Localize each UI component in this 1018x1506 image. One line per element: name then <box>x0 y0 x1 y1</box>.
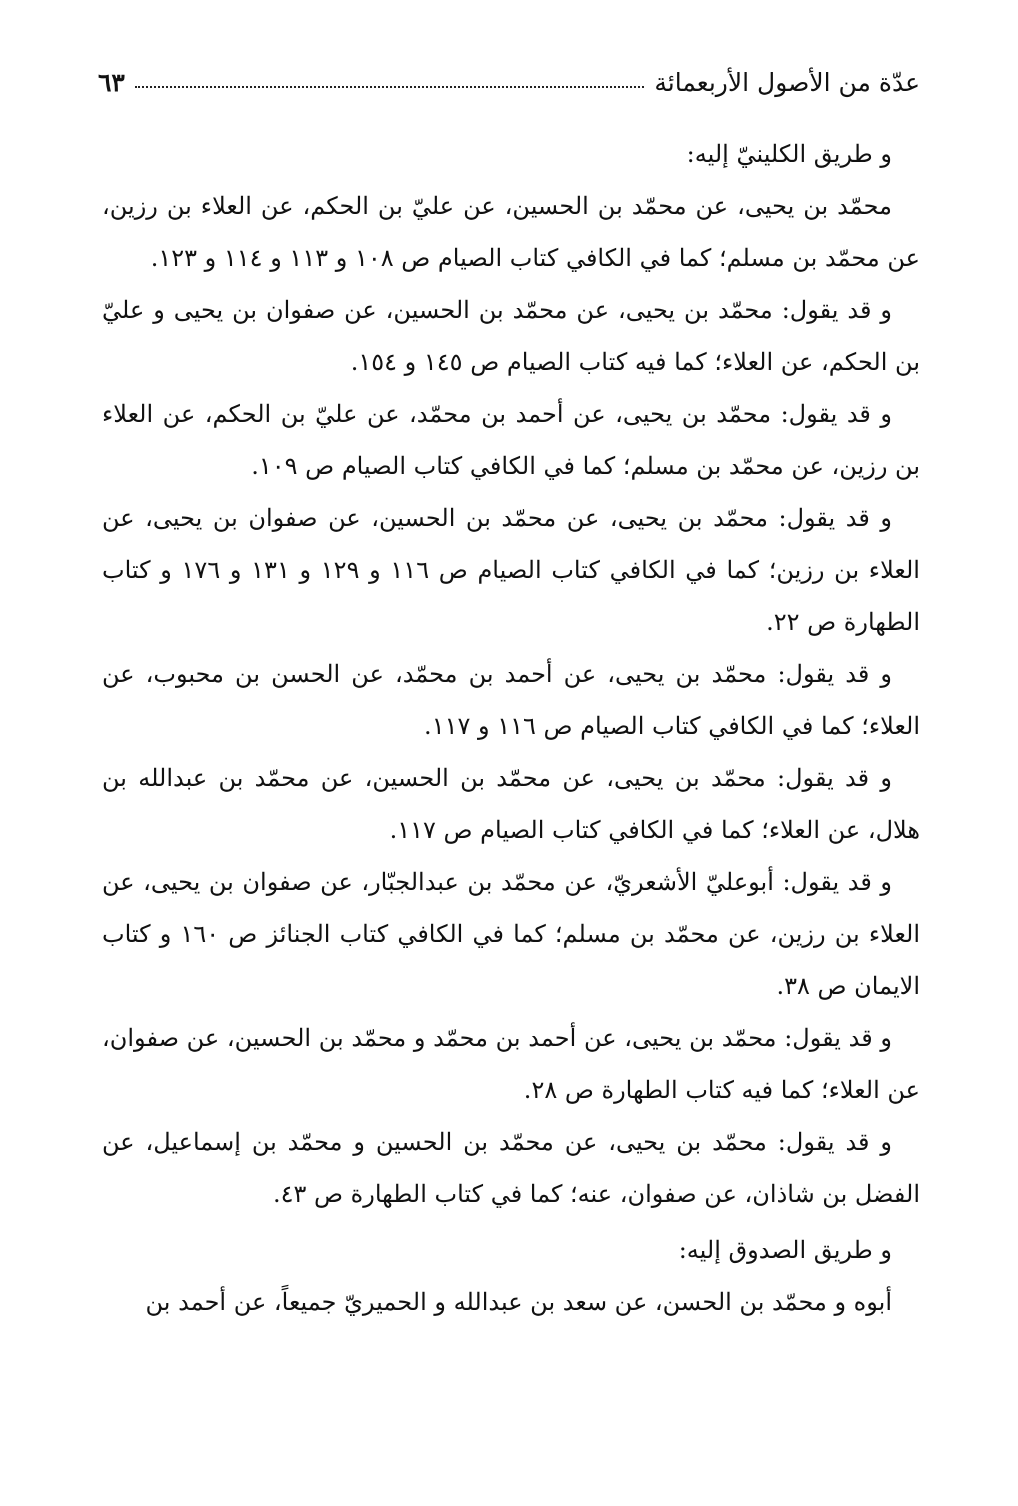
page-body <box>102 128 920 1328</box>
paragraph-saduq-route: و طريق الصدوق إليه: <box>678 1236 892 1264</box>
paragraph-kulayni-route: و طريق الكلينيّ إليه: <box>686 140 892 168</box>
paragraph: و قد يقول: محمّد بن يحيى، عن أحمد بن محمّد، عن عليّ بن الحكم، عن العلاء بن رزين، عن محمّد بن مسلم؛ كما في الكافي كتاب الصيام ص ١٠٩. <box>102 400 920 480</box>
paragraph: و قد يقول: محمّد بن يحيى، عن أحمد بن محمّد، عن الحسن بن محبوب، عن العلاء؛ كما في الكافي كتاب الصيام ص ١١٦ و ١١٧. <box>102 660 920 740</box>
paragraph: و قد يقول: محمّد بن يحيى، عن محمّد بن الحسين، عن محمّد بن عبدالله بن هلال، عن العلاء؛ كما في الكافي كتاب الصيام ص ١١٧. <box>102 764 920 844</box>
running-header <box>98 40 920 96</box>
paragraph: و قد يقول: محمّد بن يحيى، عن أحمد بن محمّد و محمّد بن الحسين، عن صفوان، عن العلاء؛ كما فيه كتاب الطهارة ص ٢٨. <box>102 1024 920 1104</box>
paragraph: محمّد بن يحيى، عن محمّد بن الحسين، عن عليّ بن الحكم، عن العلاء بن رزين، عن محمّد بن مسلم؛ كما في الكافي كتاب الصيام ص ١٠٨ و ١١٣ و ١١٤ و ١٢٣. <box>102 192 920 272</box>
header-title: عدّة من الأصول الأربعمائة <box>654 67 920 97</box>
paragraph: أبوه و محمّد بن الحسن، عن سعد بن عبدالله و الحميريّ جميعاً، عن أحمد بن <box>145 1288 892 1316</box>
paragraph: و قد يقول: محمّد بن يحيى، عن محمّد بن الحسين، عن صفوان بن يحيى، عن العلاء بن رزين؛ كما في الكافي كتاب الصيام ص ١١٦ و ١٢٩ و ١٣١ و ١٧٦ و كتاب الطهارة ص ٢٢. <box>102 504 920 636</box>
paragraph: و قد يقول: محمّد بن يحيى، عن محمّد بن الحسين و محمّد بن إسماعيل، عن الفضل بن شاذان، عن صفوان، عنه؛ كما في كتاب الطهارة ص ٤٣. <box>102 1128 920 1208</box>
paragraph: و قد يقول: أبوعليّ الأشعريّ، عن محمّد بن عبدالجبّار، عن صفوان بن يحيى، عن العلاء بن رزين، عن محمّد بن مسلم؛ كما في الكافي كتاب الجنائز ص ١٦٠ و كتاب الايمان ص ٣٨. <box>102 868 920 1000</box>
header-dot-leader <box>135 85 645 88</box>
page-number: ٦٣ <box>98 67 125 97</box>
paragraph: و قد يقول: محمّد بن يحيى، عن محمّد بن الحسين، عن صفوان بن يحيى و عليّ بن الحكم، عن العلاء؛ كما فيه كتاب الصيام ص ١٤٥ و ١٥٤. <box>102 296 920 376</box>
